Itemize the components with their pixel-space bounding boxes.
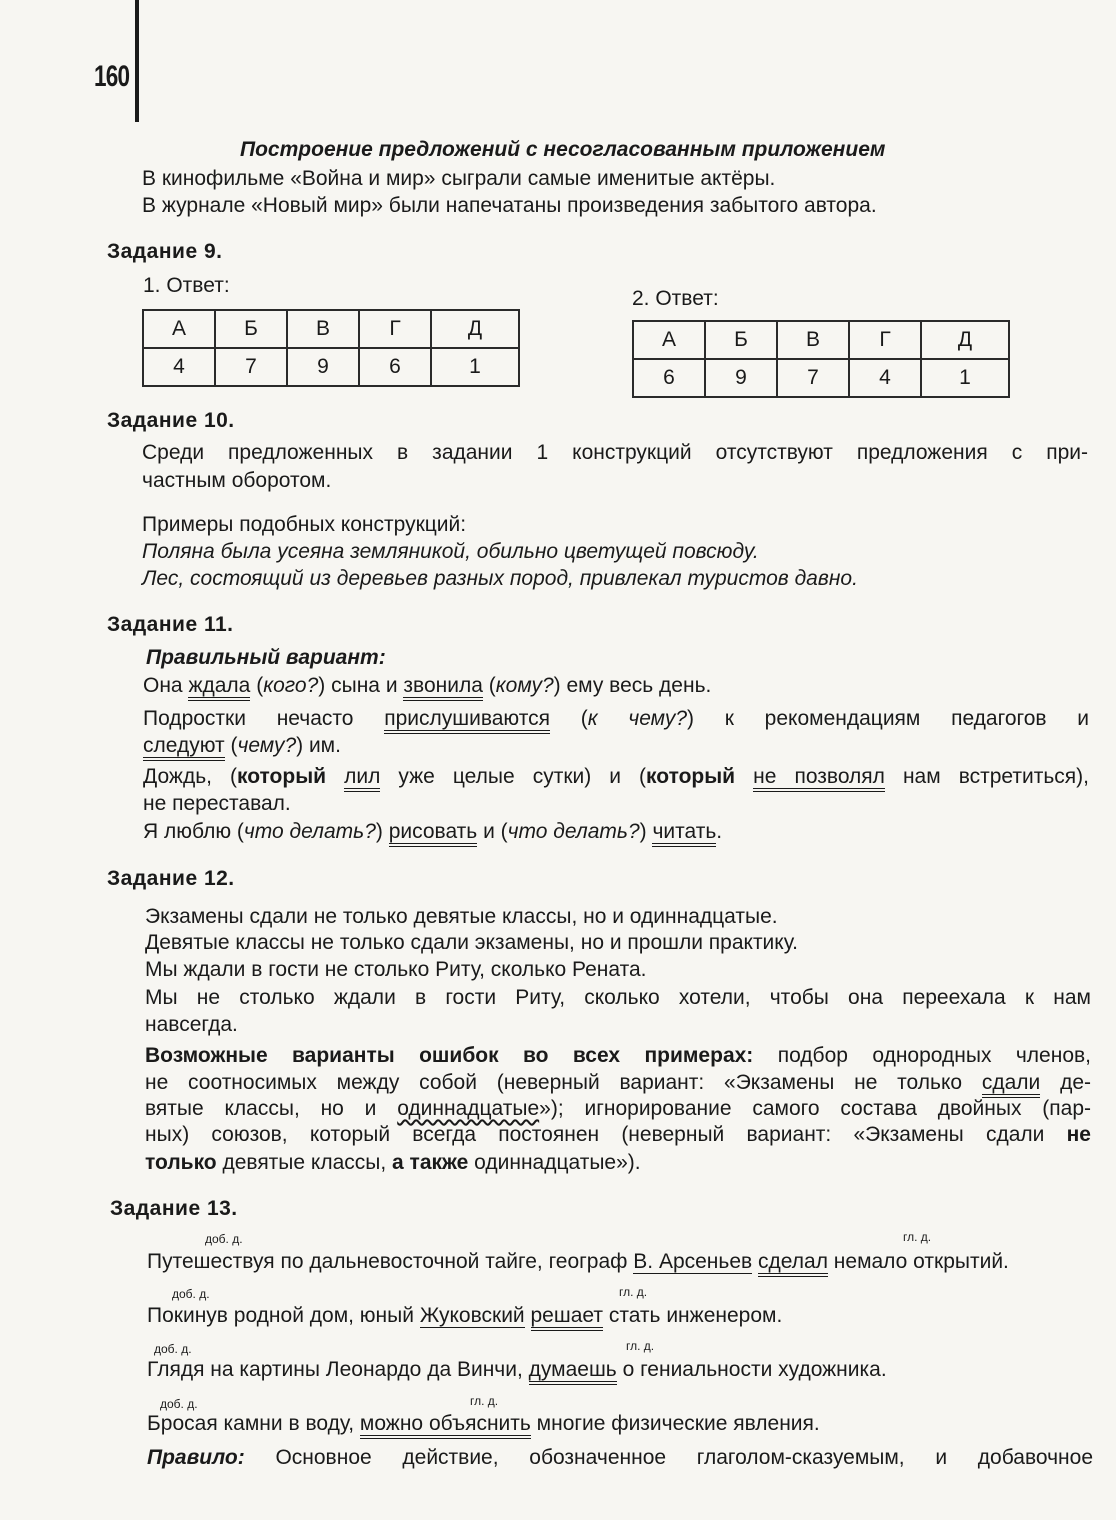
table-header-cell: Г xyxy=(359,310,431,348)
predicate: не позволял xyxy=(753,765,885,792)
table-header-cell: Г xyxy=(849,321,921,359)
conjunction: не xyxy=(1066,1123,1091,1146)
table-cell: 7 xyxy=(215,348,287,386)
text: девятые классы, xyxy=(216,1151,393,1174)
task13-sentence-3 xyxy=(147,1357,887,1383)
text: нам встретиться), xyxy=(884,765,1090,788)
text: Подростки нечасто xyxy=(143,707,385,730)
table-header-cell: Д xyxy=(921,321,1009,359)
label-gl: гл. д. xyxy=(470,1394,499,1408)
task11-sentence-4 xyxy=(143,819,722,845)
table-cell: 1 xyxy=(431,348,519,386)
answer-table-1 xyxy=(142,309,520,387)
task11-title: Задание 11. xyxy=(107,613,234,636)
table-header-row xyxy=(633,321,1009,359)
text: Глядя на картины Леонардо да Винчи, xyxy=(147,1358,529,1381)
subject: В. Арсеньев xyxy=(633,1250,753,1273)
errors-line-1 xyxy=(145,1043,1091,1069)
table-cell: 4 xyxy=(143,348,215,386)
errors-line-4 xyxy=(145,1122,1091,1148)
label-gl: гл. д. xyxy=(903,1230,932,1244)
errors-line-2 xyxy=(145,1070,1091,1096)
text: стать инженером. xyxy=(603,1304,783,1327)
task12-line-1: Экзамены сдали не только девятые классы, но и одиннадцатые. xyxy=(145,905,778,928)
text: Я люблю ( xyxy=(143,820,244,843)
question: чему? xyxy=(237,734,297,757)
predicate: можно объяснить xyxy=(360,1412,531,1439)
task11-sentence-3b: не переставал. xyxy=(143,792,291,815)
table-header-cell: Д xyxy=(431,310,519,348)
predicate: решает xyxy=(531,1304,604,1331)
label-dob: доб. д. xyxy=(205,1232,243,1246)
subject: Жуковский xyxy=(419,1304,525,1327)
predicate: сдали xyxy=(982,1071,1040,1098)
predicate: ждала xyxy=(188,674,250,701)
conjunction: а также xyxy=(392,1151,469,1174)
text: ) к рекомендациям педагогов и xyxy=(687,707,1089,730)
text: ) ему весь день. xyxy=(553,674,712,697)
text xyxy=(735,765,753,788)
label-dob: доб. д. xyxy=(154,1342,192,1356)
task9-title: Задание 9. xyxy=(107,240,223,263)
errors-label: Возможные варианты ошибок во всех примерах: xyxy=(145,1044,754,1067)
predicate: звонила xyxy=(403,674,483,701)
predicate: читать xyxy=(652,820,716,847)
text: немало открытий. xyxy=(827,1250,1009,1273)
rule-label: Правило: xyxy=(147,1446,245,1469)
text: Дождь, ( xyxy=(143,765,238,788)
table-header-row xyxy=(143,310,519,348)
task10-title: Задание 10. xyxy=(107,409,235,432)
example-2: Лес, состоящий из деревьев разных пород, привлекал туристов давно. xyxy=(142,567,858,590)
intro-line-2: В журнале «Новый мир» были напечатаны произведения забытого автора. xyxy=(142,194,877,217)
predicate: лил xyxy=(344,765,380,792)
task12-line-5: навсегда. xyxy=(145,1013,238,1036)
table-cell: 4 xyxy=(849,359,921,397)
table-header-cell: А xyxy=(143,310,215,348)
text: . xyxy=(716,820,723,843)
task13-sentence-2 xyxy=(147,1303,782,1329)
pronoun: который xyxy=(646,765,736,788)
task13-sentence-4 xyxy=(147,1411,820,1437)
question: что делать? xyxy=(507,820,640,843)
text: и ( xyxy=(477,820,508,843)
answer1-label: 1. Ответ: xyxy=(143,274,230,297)
table-header-cell: А xyxy=(633,321,705,359)
table-cell: 9 xyxy=(287,348,359,386)
predicate: сделал xyxy=(758,1250,828,1277)
table-cell: 7 xyxy=(777,359,849,397)
text: Покинув родной дом, юный xyxy=(147,1304,420,1327)
table-cell: 9 xyxy=(705,359,777,397)
question: кого? xyxy=(263,674,319,697)
text: Путешествуя по дальневосточной тайге, географ xyxy=(147,1250,634,1273)
task13-title: Задание 13. xyxy=(110,1197,238,1220)
label-dob: доб. д. xyxy=(172,1287,210,1301)
table-header-cell: В xyxy=(287,310,359,348)
label-gl: гл. д. xyxy=(619,1285,648,1299)
table-cell: 1 xyxy=(921,359,1009,397)
table-header-cell: В xyxy=(777,321,849,359)
text: уже целые сутки) и ( xyxy=(380,765,647,788)
label-dob: доб. д. xyxy=(160,1397,198,1411)
task10-line-1: Среди предложенных в задании 1 конструкций отсутствуют предложения с при- xyxy=(142,441,1088,464)
predicate: рисовать xyxy=(389,820,478,847)
task11-sentence-1 xyxy=(143,673,711,699)
table-cell: 6 xyxy=(359,348,431,386)
table-header-cell: Б xyxy=(705,321,777,359)
correct-variant-label: Правильный вариант: xyxy=(146,646,386,669)
text: ( xyxy=(250,674,264,697)
errors-line-5 xyxy=(145,1150,641,1176)
label-gl: гл. д. xyxy=(626,1339,655,1353)
rule-line xyxy=(147,1445,1093,1471)
table-row xyxy=(633,359,1009,397)
text: ) xyxy=(375,820,389,843)
text xyxy=(326,765,344,788)
task12-title: Задание 12. xyxy=(107,867,235,890)
question: к чему? xyxy=(587,707,688,730)
task12-line-3: Мы ждали в гости не столько Риту, сколько Рената. xyxy=(145,958,647,981)
examples-label: Примеры подобных конструкций: xyxy=(142,513,467,536)
subject: одиннадцатые xyxy=(397,1097,540,1120)
intro-line-1: В кинофильме «Война и мир» сыграли самые именитые актёры. xyxy=(142,167,776,190)
text: вятые классы, но и xyxy=(145,1097,398,1120)
predicate: следуют xyxy=(143,734,225,761)
text xyxy=(525,1304,531,1327)
text: Она xyxy=(143,674,189,697)
task11-sentence-2 xyxy=(143,706,1089,732)
predicate: думаешь xyxy=(529,1358,617,1385)
text: ных) союзов, который всегда постоянен (неверный вариант: «Экзамены сдали xyxy=(145,1123,1067,1146)
text: ( xyxy=(549,707,588,730)
task11-sentence-3 xyxy=(143,764,1089,790)
text: ( xyxy=(224,734,238,757)
text: о гениальности художника. xyxy=(616,1358,887,1381)
table-header-cell: Б xyxy=(215,310,287,348)
text: »); игнорирование самого состава двойных (пар- xyxy=(539,1097,1091,1120)
example-1: Поляна была усеяна земляникой, обильно цветущей повсюду. xyxy=(142,540,759,563)
answer2-label: 2. Ответ: xyxy=(632,287,719,310)
text: подбор однородных членов, xyxy=(753,1044,1091,1067)
task11-sentence-2b xyxy=(143,733,341,759)
text: ) xyxy=(639,820,653,843)
margin-rule xyxy=(135,0,139,122)
errors-line-3 xyxy=(145,1096,1091,1122)
text: ( xyxy=(482,674,496,697)
answer-table-2 xyxy=(632,320,1010,398)
predicate: прислушиваются xyxy=(384,707,550,734)
text: Основное действие, обозначенное глаголом-сказуемым, и добавочное xyxy=(244,1446,1093,1469)
text: одиннадцатые»). xyxy=(468,1151,641,1174)
text: ) им. xyxy=(296,734,341,757)
text: де- xyxy=(1040,1071,1091,1094)
pronoun: который xyxy=(237,765,327,788)
question: кому? xyxy=(495,674,554,697)
section-heading: Построение предложений с несогласованным приложением xyxy=(240,138,886,161)
text: Бросая камни в воду, xyxy=(147,1412,360,1435)
table-cell: 6 xyxy=(633,359,705,397)
task12-line-2: Девятые классы не только сдали экзамены, но и прошли практику. xyxy=(145,931,798,954)
page-number: 160 xyxy=(94,60,130,93)
task12-line-4: Мы не столько ждали в гости Риту, сколько хотели, чтобы она переехала к нам xyxy=(145,986,1091,1009)
text: многие физические явления. xyxy=(530,1412,820,1435)
task10-line-2: частным оборотом. xyxy=(142,469,332,492)
question: что делать? xyxy=(243,820,376,843)
text: ) сына и xyxy=(318,674,404,697)
conjunction: только xyxy=(145,1151,217,1174)
table-row xyxy=(143,348,519,386)
task13-sentence-1 xyxy=(147,1249,1009,1275)
text: не соотносимых между собой (неверный вариант: «Экзамены не только xyxy=(145,1071,982,1094)
